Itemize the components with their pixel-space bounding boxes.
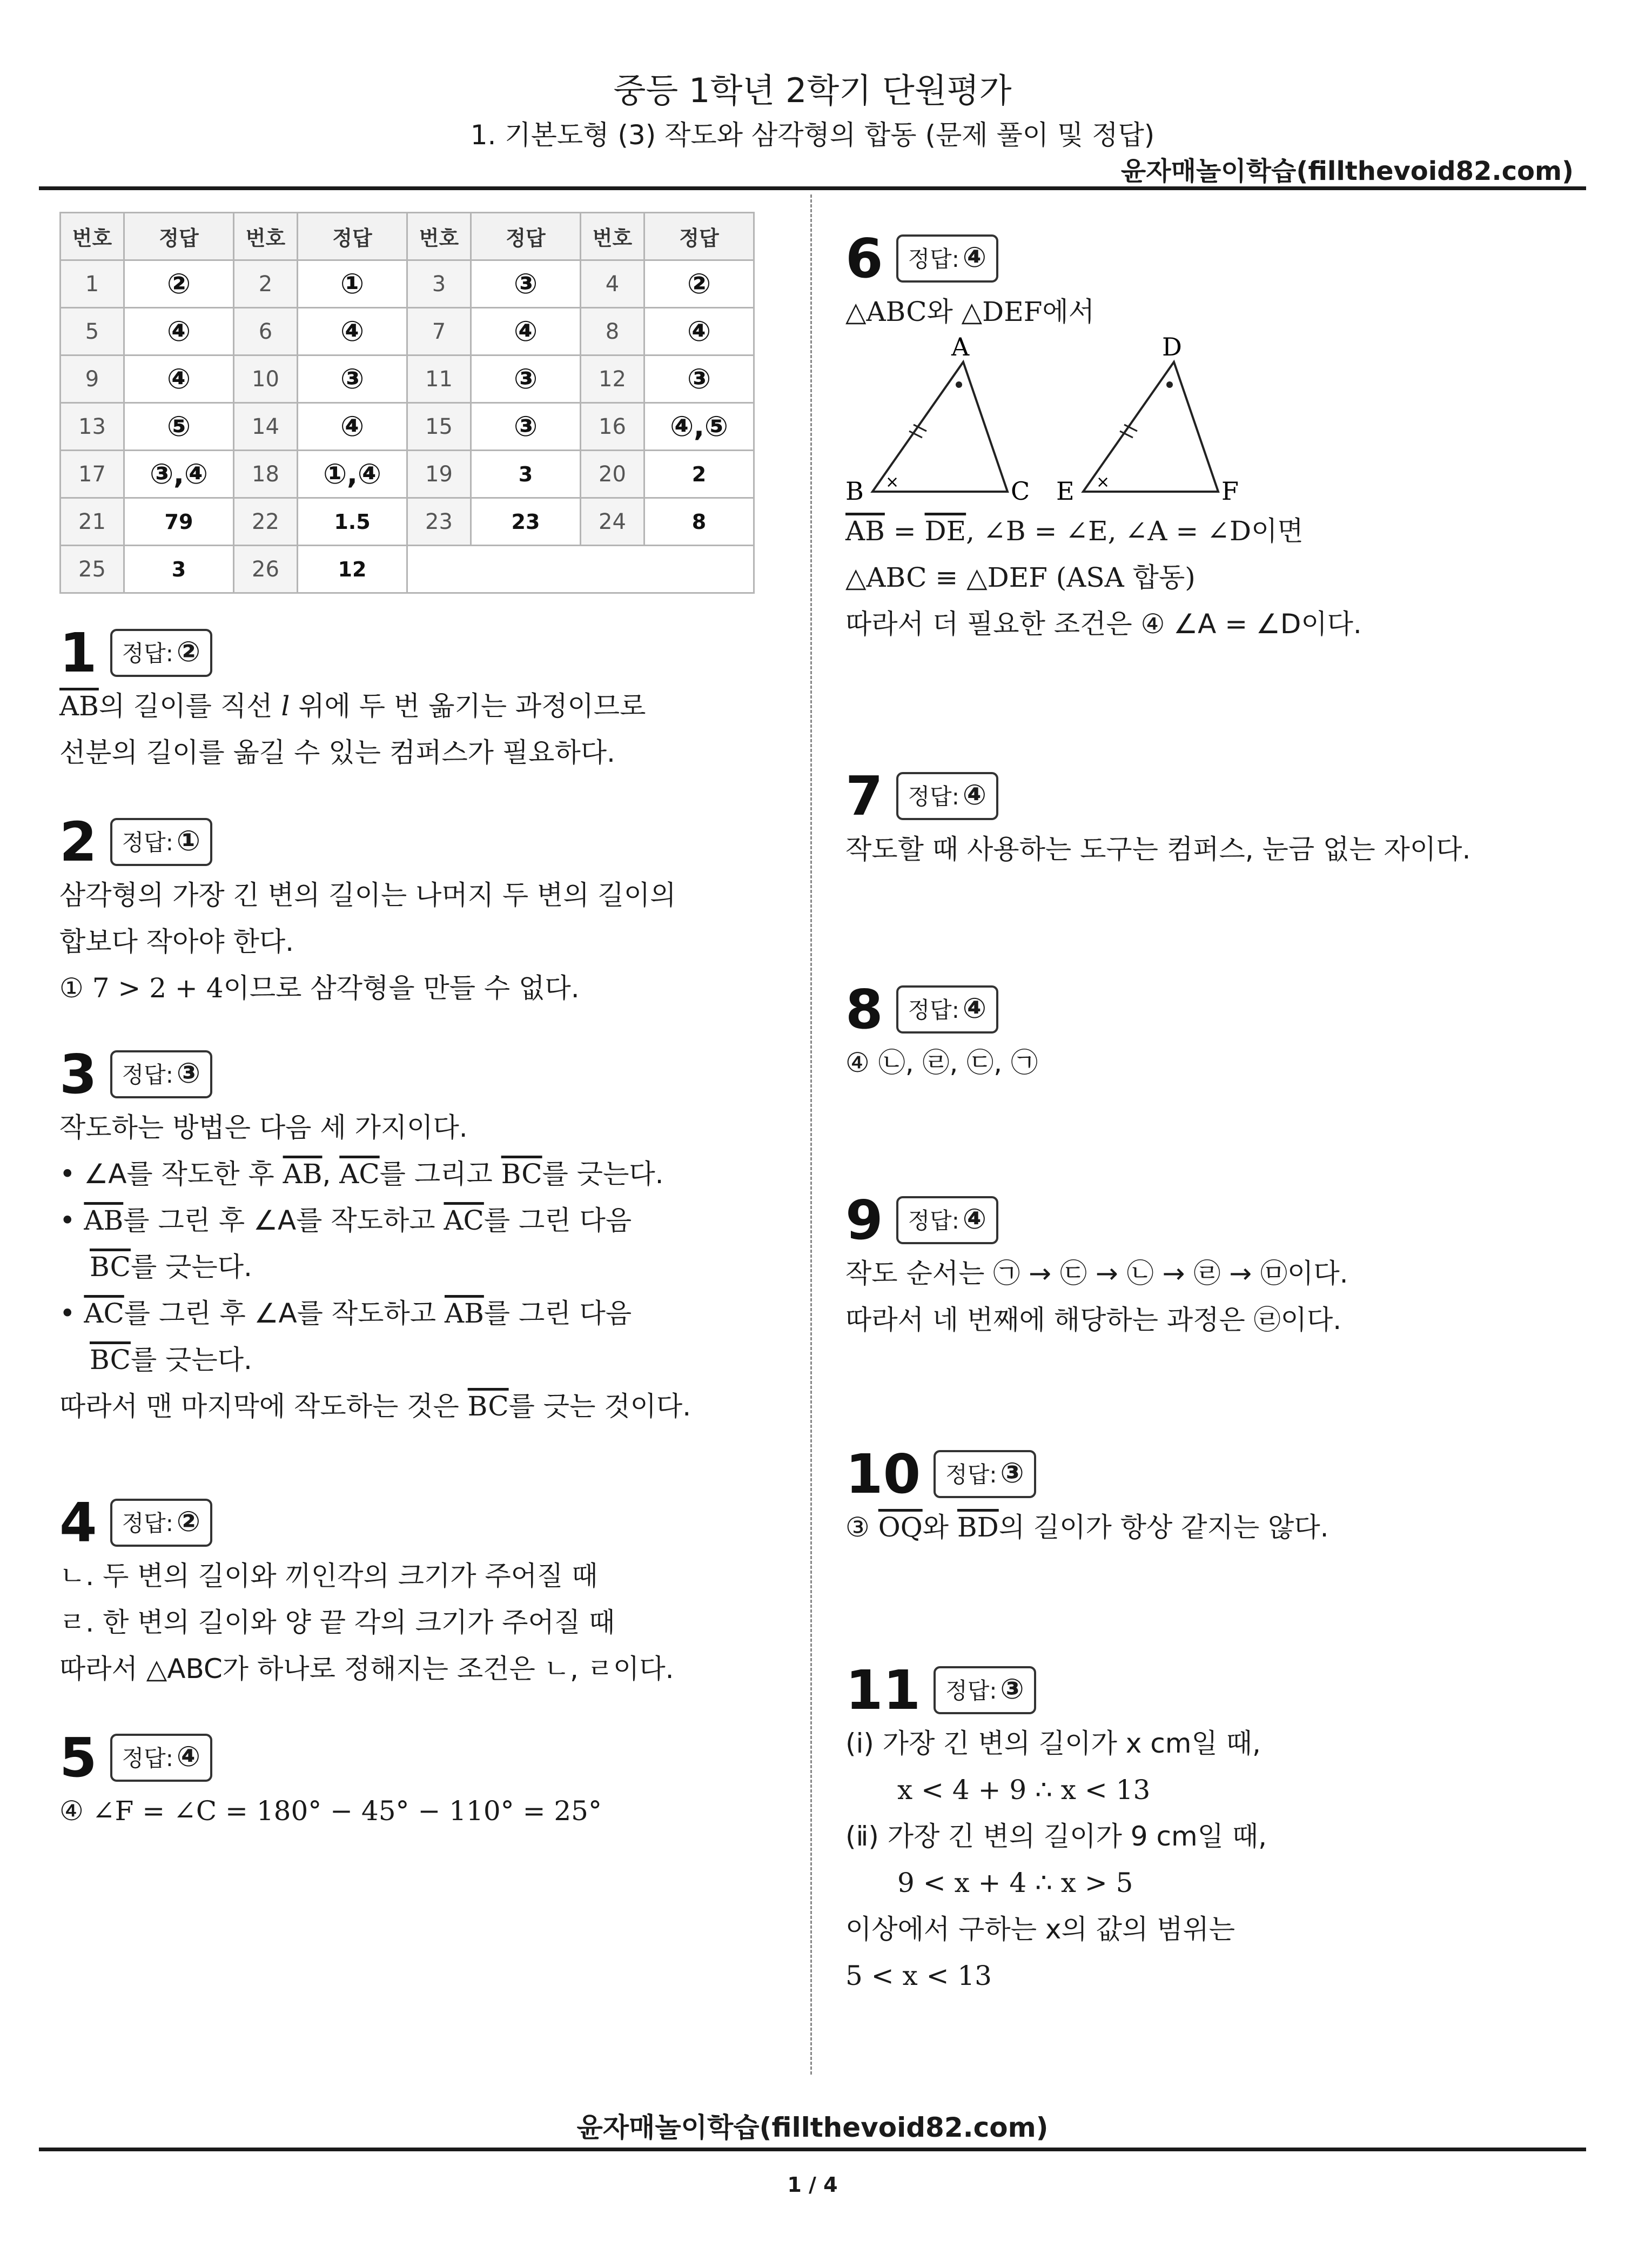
table-cell-ans: 8: [644, 498, 754, 546]
math-line: 9 < x + 4 ∴ x > 5: [897, 1867, 1133, 1898]
angle-b-mark: ×: [885, 473, 899, 492]
text-fragment: 의 길이를 직선: [98, 690, 281, 722]
problem-2: [59, 810, 676, 1011]
answer-label: 정답:: [945, 1461, 997, 1488]
line-variable: l: [281, 690, 290, 722]
problem-number: 10: [845, 1442, 921, 1506]
table-cell-num: 6: [234, 308, 298, 355]
answer-badge: [896, 1196, 998, 1244]
segment-label: $\overline{BC}$: [467, 1391, 509, 1422]
problem-9: [845, 1189, 1348, 1343]
segment-label: $\overline{BC}$: [90, 1251, 131, 1283]
table-header-ans: 정답: [644, 213, 754, 260]
answer-badge: [110, 629, 212, 677]
table-cell-ans: ④: [644, 308, 754, 355]
triangles-figure: [845, 335, 1332, 508]
explanation-line: [845, 1504, 1329, 1551]
explanation-line: 작도 순서는 ㉠ → ㉢ → ㉡ → ㉣ → ㉤이다.: [845, 1258, 1348, 1289]
table-cell-ans: 3: [124, 546, 234, 593]
problem-number: 3: [59, 1042, 97, 1106]
bullet-line: [59, 1151, 691, 1197]
text-fragment: 와: [922, 1512, 957, 1543]
explanation-line: 작도하는 방법은 다음 세 가지이다.: [59, 1112, 468, 1143]
answer-label: 정답:: [122, 829, 173, 856]
answer-badge: [110, 1050, 212, 1098]
segment-label: $\overline{AB}$: [283, 1158, 323, 1190]
table-cell-num: 21: [61, 498, 124, 546]
segment-label: $\overline{AC}$: [339, 1158, 380, 1190]
page-number: 1 / 4: [787, 2173, 838, 2197]
text-fragment: 를 긋는다.: [130, 1251, 252, 1283]
explanation-line: 따라서 △ABC가 하나로 정해지는 조건은 ㄴ, ㄹ이다.: [59, 1653, 674, 1685]
answer-label: 정답:: [122, 1745, 173, 1772]
explanation-line: 선분의 길이를 옮길 수 있는 컴퍼스가 필요하다.: [59, 737, 615, 768]
answer-label: 정답:: [122, 1510, 173, 1536]
table-header-ans: 정답: [298, 213, 407, 260]
text-fragment: ③: [845, 1512, 878, 1543]
segment-label: $\overline{OQ}$: [878, 1512, 923, 1543]
problem-number: 7: [845, 764, 883, 828]
table-cell-ans: 79: [124, 498, 234, 546]
segment-label: $\overline{AB}$: [84, 1205, 124, 1236]
text-fragment: 를 긋는다.: [542, 1158, 664, 1190]
table-cell-num: 25: [61, 546, 124, 593]
text-fragment: 를 그린 다음: [484, 1205, 632, 1236]
table-cell-ans: 3: [471, 451, 581, 498]
triangle-abc: [872, 362, 1008, 492]
explanation-line: [59, 1383, 691, 1430]
answer-label: 정답:: [908, 997, 959, 1023]
table-cell-ans: ①,④: [298, 451, 407, 498]
table-cell-ans: 12: [298, 546, 407, 593]
vertex-label-f: F: [1221, 477, 1239, 506]
explanation-line: ㄹ. 한 변의 길이와 양 끝 각의 크기가 주어질 때: [59, 1607, 615, 1638]
inequality: 7 > 2 + 4: [92, 972, 224, 1004]
answer-mark: ④: [962, 1203, 986, 1236]
table-header-row: [61, 213, 754, 260]
explanation-line: 이상에서 구하는 x의 값의 범위는: [845, 1914, 1235, 1945]
explanation-line: [59, 683, 646, 729]
table-cell-ans: 2: [644, 451, 754, 498]
problem-number: 5: [59, 1726, 97, 1789]
table-header-ans: 정답: [471, 213, 581, 260]
answer-mark: ②: [176, 636, 200, 668]
table-cell-num: 26: [234, 546, 298, 593]
table-cell-ans: 23: [471, 498, 581, 546]
text-fragment: 를 그린 다음: [484, 1298, 632, 1329]
brand-footer: 윤자매놀이학습(fillthevoid82.com): [576, 2112, 1049, 2143]
table-row: [61, 546, 754, 593]
bullet-line: [59, 1244, 691, 1290]
table-cell-num: 14: [234, 403, 298, 451]
problem-8: [845, 978, 1038, 1086]
segment-label: $\overline{BD}$: [957, 1512, 999, 1543]
table-cell-num: 22: [234, 498, 298, 546]
math-line: x < 4 + 9 ∴ x < 13: [897, 1774, 1151, 1806]
table-row: [61, 403, 754, 451]
vertex-label-b: B: [845, 477, 864, 506]
answer-mark: ③: [1000, 1457, 1024, 1489]
vertex-label-c: C: [1011, 477, 1030, 506]
bullet-line: [59, 1337, 691, 1383]
table-cell-ans: ③: [471, 355, 581, 403]
table-cell-num: 12: [581, 355, 644, 403]
table-header-num: 번호: [581, 213, 644, 260]
angle-a-dot: [956, 381, 962, 388]
problem-number: 2: [59, 810, 97, 874]
answer-badge: [110, 818, 212, 866]
explanation-line: 삼각형의 가장 긴 변의 길이는 나머지 두 변의 길이의: [59, 880, 676, 911]
math-line: 5 < x < 13: [845, 1960, 992, 1991]
segment-label: $\overline{AB}$: [845, 515, 885, 547]
table-cell-ans: ④: [298, 308, 407, 355]
table-cell-ans: ②: [124, 260, 234, 308]
explanation-line: [59, 965, 676, 1011]
answer-badge: [934, 1450, 1036, 1498]
answer-mark: ④: [962, 992, 986, 1025]
problem-number: 4: [59, 1491, 97, 1554]
answer-mark: ④: [176, 1741, 200, 1773]
answer-label: 정답:: [945, 1677, 997, 1704]
explanation-line: 작도할 때 사용하는 도구는 컴퍼스, 눈금 없는 자이다.: [845, 834, 1471, 865]
answer-badge: [934, 1666, 1036, 1714]
table-cell-ans: ④: [298, 403, 407, 451]
table-cell-ans: ④,⑤: [644, 403, 754, 451]
answer-table: [59, 212, 755, 594]
text-fragment: •: [59, 1205, 84, 1236]
problem-number: 8: [845, 977, 883, 1041]
segment-label: $\overline{AC}$: [444, 1205, 484, 1236]
table-cell-num: 13: [61, 403, 124, 451]
table-row: [61, 355, 754, 403]
table-cell-num: 9: [61, 355, 124, 403]
table-row: [61, 260, 754, 308]
answer-badge: [110, 1499, 212, 1547]
bullet-line: [59, 1290, 691, 1337]
explanation-line: (ⅱ) 가장 긴 변의 길이가 9 cm일 때,: [845, 1821, 1267, 1852]
answer-label: 정답:: [122, 1062, 173, 1088]
table-cell-num: 4: [581, 260, 644, 308]
table-cell-num: 3: [407, 260, 471, 308]
text-fragment: 따라서 맨 마지막에 작도하는 것은: [59, 1391, 468, 1422]
problem-11: [845, 1659, 1267, 1999]
text-fragment: ,: [322, 1158, 340, 1190]
table-empty-cell: [407, 546, 754, 593]
problem-number: 6: [845, 226, 883, 290]
table-cell-ans: ③: [471, 403, 581, 451]
problem-1: [59, 621, 646, 776]
table-row: [61, 451, 754, 498]
table-cell-ans: ③: [471, 260, 581, 308]
text-fragment: 의 길이가 항상 같지는 않다.: [998, 1512, 1329, 1543]
text-fragment: , ∠B = ∠E, ∠A = ∠D이면: [966, 515, 1304, 547]
problem-4: [59, 1491, 674, 1692]
explanation-line: [845, 508, 1362, 554]
segment-label: $\overline{BC}$: [90, 1344, 131, 1375]
table-cell-ans: ④: [124, 308, 234, 355]
table-cell-ans: ⑤: [124, 403, 234, 451]
table-cell-num: 17: [61, 451, 124, 498]
problem-10: [845, 1442, 1329, 1551]
text-fragment: =: [884, 515, 925, 547]
vertex-label-a: A: [951, 335, 970, 361]
text-fragment: ①: [59, 972, 92, 1004]
text-fragment: 를 긋는 것이다.: [508, 1391, 691, 1422]
table-cell-ans: ③: [644, 355, 754, 403]
text-fragment: •: [59, 1298, 84, 1329]
table-cell-ans: ②: [644, 260, 754, 308]
table-cell-num: 20: [581, 451, 644, 498]
table-cell-num: 8: [581, 308, 644, 355]
answer-mark: ④: [962, 241, 986, 274]
column-divider: [810, 194, 812, 2075]
footer-rule: [39, 2148, 1586, 2151]
problem-number: 11: [845, 1658, 921, 1722]
answer-badge: [896, 985, 998, 1034]
text-fragment: 이므로 삼각형을 만들 수 없다.: [223, 972, 580, 1004]
angle-d-dot: [1166, 381, 1173, 388]
answer-mark: ④: [962, 779, 986, 811]
explanation-line: ④ ㉡, ㉣, ㉢, ㉠: [845, 1047, 1038, 1078]
vertex-label-d: D: [1162, 335, 1182, 361]
table-cell-num: 16: [581, 403, 644, 451]
answer-mark: ③: [176, 1057, 200, 1090]
table-row: [61, 498, 754, 546]
table-cell-num: 23: [407, 498, 471, 546]
table-cell-num: 19: [407, 451, 471, 498]
explanation-line: 합보다 작아야 한다.: [59, 926, 294, 957]
answer-mark: ②: [176, 1506, 200, 1538]
triangle-def: [1083, 362, 1218, 492]
answer-mark: ①: [176, 825, 200, 857]
text-fragment: • ∠A를 작도한 후: [59, 1158, 283, 1190]
table-cell-num: 5: [61, 308, 124, 355]
page-title: 중등 1학년 2학기 단원평가: [613, 71, 1012, 110]
problem-3: [59, 1043, 691, 1430]
text-fragment: 를 그리고: [379, 1158, 501, 1190]
text-fragment: 를 그린 후 ∠A를 작도하고: [124, 1298, 445, 1329]
table-header-ans: 정답: [124, 213, 234, 260]
table-cell-num: 7: [407, 308, 471, 355]
table-cell-ans: ④: [471, 308, 581, 355]
explanation-line: (ⅰ) 가장 긴 변의 길이가 x cm일 때,: [845, 1728, 1261, 1759]
segment-label: $\overline{DE}$: [924, 515, 966, 547]
table-header-num: 번호: [407, 213, 471, 260]
table-cell-num: 15: [407, 403, 471, 451]
vertex-label-e: E: [1056, 477, 1075, 506]
table-cell-num: 24: [581, 498, 644, 546]
answer-mark: ③: [1000, 1673, 1024, 1706]
answer-badge: [896, 234, 998, 283]
answer-label: 정답:: [908, 783, 959, 810]
segment-label: $\overline{BC}$: [501, 1158, 542, 1190]
bullet-line: [59, 1197, 691, 1244]
table-cell-num: 11: [407, 355, 471, 403]
table-cell-ans: 1.5: [298, 498, 407, 546]
table-cell-ans: ③,④: [124, 451, 234, 498]
text-fragment: 를 긋는다.: [130, 1344, 252, 1375]
explanation-line: △ABC ≡ △DEF (ASA 합동): [845, 562, 1196, 593]
table-row: [61, 308, 754, 355]
table-cell-num: 2: [234, 260, 298, 308]
answer-label: 정답:: [908, 246, 959, 272]
text-fragment: 를 그린 후 ∠A를 작도하고: [123, 1205, 444, 1236]
table-header-num: 번호: [61, 213, 124, 260]
table-cell-ans: ①: [298, 260, 407, 308]
angle-e-mark: ×: [1096, 473, 1110, 492]
problem-number: 1: [59, 621, 97, 685]
brand-header: 윤자매놀이학습(fillthevoid82.com): [1120, 156, 1574, 186]
table-cell-num: 18: [234, 451, 298, 498]
answer-badge: [110, 1734, 212, 1782]
answer-badge: [896, 772, 998, 820]
table-cell-ans: ③: [298, 355, 407, 403]
segment-label: $\overline{AB}$: [444, 1298, 484, 1329]
table-header-num: 번호: [234, 213, 298, 260]
segment-label: $\overline{AB}$: [59, 690, 99, 722]
table-cell-num: 10: [234, 355, 298, 403]
text-fragment: 위에 두 번 옮기는 과정이므로: [290, 690, 646, 722]
header-rule: [39, 186, 1586, 190]
problem-number: 9: [845, 1188, 883, 1252]
explanation-line: ㄴ. 두 변의 길이와 끼인각의 크기가 주어질 때: [59, 1560, 598, 1592]
explanation-line: ④ ∠F = ∠C = 180° − 45° − 110° = 25°: [59, 1795, 602, 1827]
page-subtitle: 1. 기본도형 (3) 작도와 삼각형의 합동 (문제 풀이 및 정답): [470, 119, 1155, 151]
table-cell-num: 1: [61, 260, 124, 308]
problem-6: [845, 227, 1362, 647]
explanation-line: 따라서 네 번째에 해당하는 과정은 ㉣이다.: [845, 1304, 1342, 1336]
explanation-line: △ABC와 △DEF에서: [845, 296, 1095, 327]
problem-7: [845, 764, 1470, 873]
segment-label: $\overline{AC}$: [84, 1298, 124, 1329]
table-cell-ans: ④: [124, 355, 234, 403]
answer-label: 정답:: [122, 640, 173, 667]
problem-5: [59, 1726, 602, 1834]
explanation-line: 따라서 더 필요한 조건은 ④ ∠A = ∠D이다.: [845, 608, 1362, 640]
answer-label: 정답:: [908, 1207, 959, 1234]
